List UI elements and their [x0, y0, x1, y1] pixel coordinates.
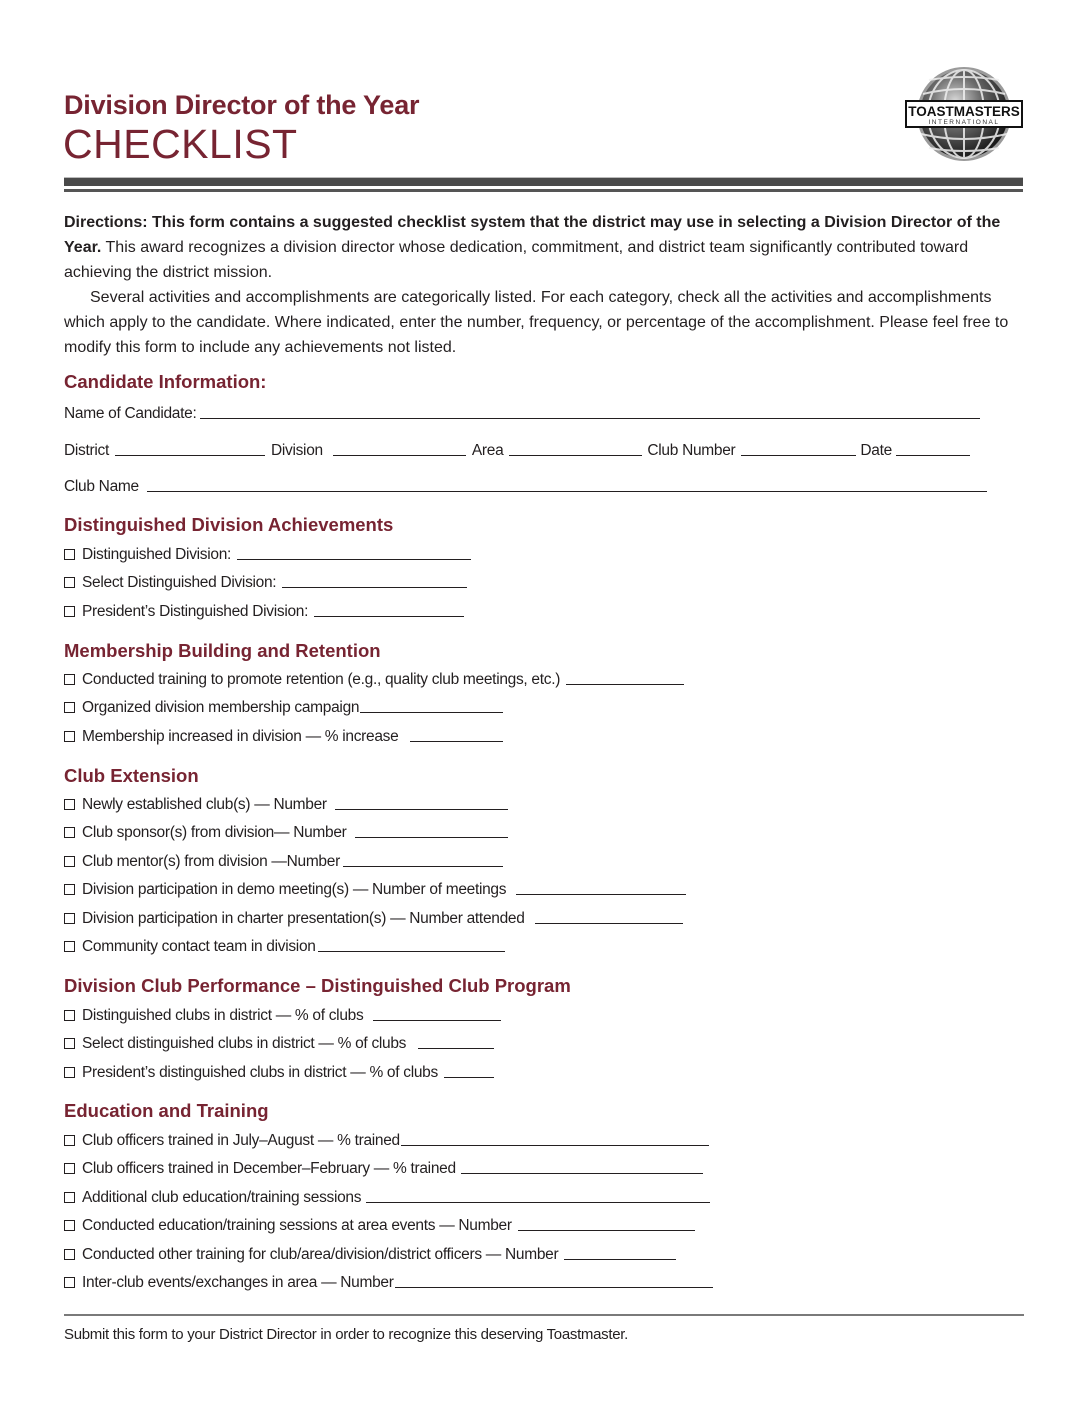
checkbox[interactable]: [64, 913, 75, 924]
directions-lead: Directions: This form contains a suggested checklist system that the district may use in selecting a Division Director of the Year.: [64, 214, 1001, 256]
answer-field[interactable]: [444, 1076, 494, 1078]
answer-field[interactable]: [535, 922, 683, 924]
checklist-item: [64, 1062, 494, 1082]
item-label: Club officers trained in December–February — % trained: [82, 1160, 456, 1177]
club-name-label: Club Name: [64, 478, 139, 495]
date-label: Date: [860, 442, 892, 459]
item-label: Conducted training to promote retention (e.g., quality club meetings, etc.): [82, 671, 561, 688]
checkbox[interactable]: [64, 941, 75, 952]
item-label: Newly established club(s) — Number: [82, 796, 327, 813]
answer-field[interactable]: [461, 1172, 703, 1174]
checklist-item: [64, 822, 508, 842]
item-label: Club mentor(s) from division —Number: [82, 853, 340, 870]
club-name-row: [64, 476, 987, 496]
checkbox[interactable]: [64, 856, 75, 867]
checklist-item: [64, 1158, 703, 1178]
item-label: President’s Distinguished Division:: [82, 603, 309, 620]
checklist-item: [64, 572, 467, 592]
item-label: Organized division membership campaign: [82, 699, 360, 716]
item-label: Distinguished Division:: [82, 546, 232, 563]
answer-field[interactable]: [314, 615, 464, 617]
item-label: Club sponsor(s) from division— Number: [82, 824, 347, 841]
answer-field[interactable]: [566, 683, 684, 685]
answer-field[interactable]: [282, 586, 467, 588]
answer-field[interactable]: [395, 1286, 713, 1288]
svg-text:INTERNATIONAL: INTERNATIONAL: [928, 119, 1000, 126]
answer-field[interactable]: [360, 711, 503, 713]
directions-p2: Several activities and accomplishments are categorically listed. For each category, check all the activities and accomplishments which apply to the candidate. Where indicated, enter the number, frequency, or percentage of the accomplishment. Please feel free to modify this form to include any achievements not listed.: [64, 289, 1009, 356]
checklist-item: [64, 1033, 494, 1053]
checklist-item: [64, 726, 503, 746]
answer-field[interactable]: [335, 808, 508, 810]
item-label: Community contact team in division: [82, 938, 316, 955]
item-label: President’s distinguished clubs in district — % of clubs: [82, 1064, 438, 1081]
checklist-item: [64, 1215, 695, 1235]
district-label: District: [64, 442, 109, 459]
section-title-club-performance: Division Club Performance – Distinguished Club Program: [64, 975, 571, 996]
checklist-item: [64, 1130, 709, 1150]
item-label: Conducted other training for club/area/division/district officers — Number: [82, 1246, 559, 1263]
toastmasters-logo: [905, 64, 1023, 164]
item-label: Select Distinguished Division:: [82, 574, 277, 591]
candidate-location-row: [64, 440, 970, 460]
answer-field[interactable]: [237, 558, 471, 560]
globe-icon: [905, 64, 1023, 164]
footer-text: Submit this form to your District Director in order to recognize this deserving Toastmaster.: [64, 1326, 629, 1343]
candidate-info-title: Candidate Information:: [64, 371, 267, 392]
club-name-field[interactable]: [147, 490, 987, 492]
checkbox[interactable]: [64, 1220, 75, 1231]
candidate-name-label: Name of Candidate:: [64, 405, 197, 422]
checklist-item: [64, 544, 471, 564]
checkbox[interactable]: [64, 1163, 75, 1174]
answer-field[interactable]: [373, 1019, 501, 1021]
section-title-distinguished-division: Distinguished Division Achievements: [64, 514, 394, 535]
checkbox[interactable]: [64, 1038, 75, 1049]
item-label: Conducted education/training sessions at area events — Number: [82, 1217, 512, 1234]
answer-field[interactable]: [343, 865, 503, 867]
header-rule-thick: [64, 177, 1023, 186]
checkbox[interactable]: [64, 702, 75, 713]
checkbox[interactable]: [64, 1277, 75, 1288]
checklist-item: [64, 1244, 676, 1264]
checkbox[interactable]: [64, 731, 75, 742]
checklist-item: [64, 879, 686, 899]
checkbox[interactable]: [64, 799, 75, 810]
checklist-item: [64, 908, 683, 928]
header-rule-thin: [64, 189, 1023, 192]
checkbox[interactable]: [64, 1135, 75, 1146]
answer-field[interactable]: [318, 950, 505, 952]
checklist-item: [64, 669, 684, 689]
checkbox[interactable]: [64, 827, 75, 838]
footer-rule: [64, 1314, 1024, 1316]
checkbox[interactable]: [64, 1249, 75, 1260]
item-label: Select distinguished clubs in district — % of clubs: [82, 1035, 407, 1052]
checkbox[interactable]: [64, 1067, 75, 1078]
answer-field[interactable]: [401, 1144, 709, 1146]
division-label: Division: [270, 442, 323, 459]
checklist-item: [64, 1272, 713, 1292]
directions: [64, 210, 1024, 360]
item-label: Inter-club events/exchanges in area — Number: [82, 1274, 394, 1291]
answer-field[interactable]: [418, 1047, 494, 1049]
item-label: Membership increased in division — % increase: [82, 728, 399, 745]
checkbox[interactable]: [64, 606, 75, 617]
page-title: Division Director of the Year: [64, 90, 420, 120]
section-title-education-training: Education and Training: [64, 1100, 269, 1121]
candidate-name-row: [64, 403, 980, 423]
section-title-club-extension: Club Extension: [64, 765, 199, 786]
checkbox[interactable]: [64, 549, 75, 560]
checklist-item: [64, 1005, 501, 1025]
item-label: Club officers trained in July–August — % trained: [82, 1132, 400, 1149]
answer-field[interactable]: [518, 1229, 695, 1231]
answer-field[interactable]: [516, 893, 686, 895]
candidate-name-field[interactable]: [200, 417, 980, 419]
checkbox[interactable]: [64, 884, 75, 895]
item-label: Additional club education/training sessions: [82, 1189, 362, 1206]
answer-field[interactable]: [355, 836, 508, 838]
checklist-item: [64, 936, 505, 956]
answer-field[interactable]: [564, 1258, 676, 1260]
checklist-item: [64, 851, 503, 871]
page-subtitle: CHECKLIST: [63, 121, 298, 167]
checkbox[interactable]: [64, 577, 75, 588]
area-label: Area: [471, 442, 504, 459]
club-number-field[interactable]: [741, 454, 856, 456]
checkbox[interactable]: [64, 674, 75, 685]
checklist-item: [64, 601, 464, 621]
date-field[interactable]: [896, 454, 970, 456]
checkbox[interactable]: [64, 1010, 75, 1021]
checklist-item: [64, 697, 503, 717]
section-title-membership: Membership Building and Retention: [64, 640, 381, 661]
item-label: Division participation in charter presentation(s) — Number attended: [82, 910, 525, 927]
item-label: Distinguished clubs in district — % of clubs: [82, 1007, 364, 1024]
division-field[interactable]: [333, 454, 466, 456]
district-field[interactable]: [115, 454, 265, 456]
area-field[interactable]: [509, 454, 642, 456]
checklist-item: [64, 794, 508, 814]
directions-p1: This award recognizes a division director whose dedication, commitment, and district team significantly contributed toward achieving the district mission.: [64, 239, 969, 281]
checkbox[interactable]: [64, 1192, 75, 1203]
svg-text:TOASTMASTERS: TOASTMASTERS: [908, 104, 1020, 119]
club-number-label: Club Number: [647, 442, 736, 459]
checklist-item: [64, 1187, 710, 1207]
answer-field[interactable]: [410, 740, 503, 742]
item-label: Division participation in demo meeting(s) — Number of meetings: [82, 881, 507, 898]
answer-field[interactable]: [366, 1201, 710, 1203]
